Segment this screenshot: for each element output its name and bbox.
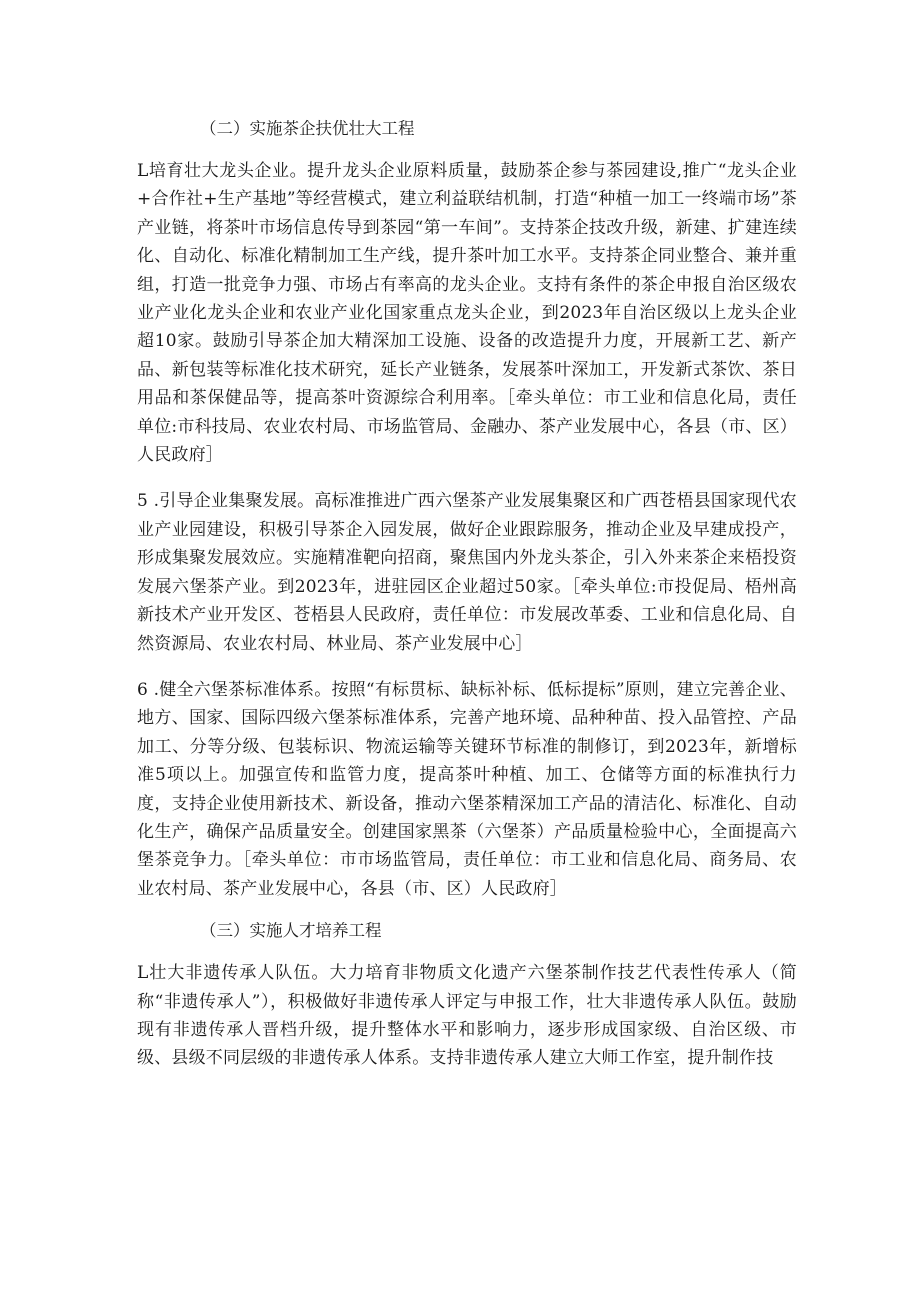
paragraph-standards-system: 6 .健全六堡茶标准体系。按照“有标贯标、缺标补标、低标提标”原则，建立完善企业、地方、国家、国际四级六堡茶标准体系，完善产地环境、品种种苗、投入品管控、产品加工、分等分级、包装标识、物流运输等关键环节标准的制修订，到2023年，新增标准5项以上。加强宣传和监管力度，提高茶叶种植、加工、仓储等方面的标准执行力度，支持企业使用新技术、新设备，推动六堡茶精深加工产品的清洁化、标准化、自动化生产，确保产品质量安全。创建国家黑茶（六堡茶）产品质量检验中心，全面提高六堡茶竞争力。［牵头单位：市市场监管局，责任单位：市工业和信息化局、商务局、农业农村局、茶产业发展中心，各县（市、区）人民政府］ <box>137 679 797 899</box>
paragraph-enterprise-clustering: 5 .引导企业集聚发展。高标准推进广西六堡茶产业发展集聚区和广西苍梧县国家现代农业产业园建设，积极引导茶企入园发展，做好企业跟踪服务，推动企业及早建成投产，形成集聚发展效应。实施精准靶向招商，聚焦国内外龙头茶企，引入外来茶企来梧投资发展六堡茶产业。到2023年，进驻园区企业超过50家。［牵头单位:市投促局、梧州高新技术产业开发区、苍梧县人民政府，责任单位：市发展改革委、工业和信息化局、自然资源局、农业农村局、林业局、茶产业发展中心］ <box>137 491 797 654</box>
section-heading-2: （二）实施茶企扶优壮大工程 <box>200 119 415 138</box>
paragraph-leading-enterprises: L培育壮大龙头企业。提升龙头企业原料质量，鼓励茶企参与茶园建设,推广“龙头企业+合作社+生产基地”等经营模式，建立利益联结机制，打造“种植一加工一终端市场”茶产业链，将茶叶市场信息传导到茶园“第一车间”。支持茶企技改升级，新建、扩建连续化、自动化、标准化精制加工生产线，提升茶叶加工水平。支持茶企同业整合、兼并重组，打造一批竞争力强、市场占有率高的龙头企业。支持有条件的茶企申报自治区级农业产业化龙头企业和农业产业化国家重点龙头企业，到2023年自治区级以上龙头企业超10家。鼓励引导茶企加大精深加工设施、设备的改造提升力度，开展新工艺、新产品、新包装等标准化技术研究，延长产业链条，发展茶叶深加工，开发新式茶饮、茶日用品和茶保健品等，提高茶叶资源综合利用率。［牵头单位：市工业和信息化局，责任单位:市科技局、农业农村局、市场监管局、金融办、茶产业发展中心，各县（市、区）人民政府］ <box>137 161 797 466</box>
section-heading-3: （三）实施人才培养工程 <box>200 921 382 941</box>
paragraph-heritage-inheritors: L壮大非遗传承人队伍。大力培育非物质文化遗产六堡茶制作技艺代表性传承人（简称“非遗传承人”），积极做好非遗传承人评定与申报工作，壮大非遗传承人队伍。鼓励现有非遗传承人晋档升级，提升整体水平和影响力，逐步形成国家级、自治区级、市级、县级不同层级的非遗传承人体系。支持非遗传承人建立大师工作室，提升制作技 <box>137 963 797 1069</box>
document-page <box>137 112 797 1073</box>
